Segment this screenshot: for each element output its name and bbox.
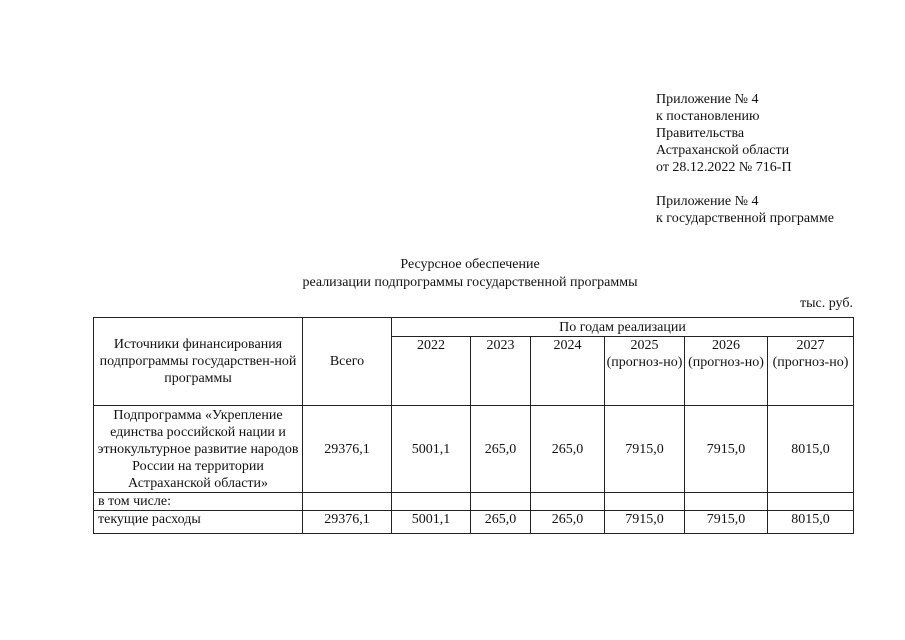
- header-year: 2025 (прогноз-но): [605, 337, 685, 406]
- row-value: [768, 493, 854, 511]
- appendix-decree-line: Приложение № 4: [656, 92, 759, 107]
- row-value: [605, 493, 685, 511]
- table-row: [94, 406, 854, 493]
- appendix-decree-line: от 28.12.2022 № 716-П: [656, 160, 792, 175]
- row-total: 29376,1: [303, 511, 392, 534]
- appendix-decree-block: [656, 91, 792, 176]
- row-value: 5001,1: [392, 511, 471, 534]
- row-source: в том числе:: [94, 493, 303, 511]
- row-value: [531, 493, 605, 511]
- row-value: [685, 493, 768, 511]
- appendix-decree-line: к постановлению: [656, 109, 760, 124]
- header-year: 2027 (прогноз-но): [768, 337, 854, 406]
- row-total: [303, 493, 392, 511]
- appendix-program-line: Приложение № 4: [656, 194, 759, 209]
- header-year: 2026 (прогноз-но): [685, 337, 768, 406]
- row-value: 265,0: [471, 406, 531, 493]
- resource-table: [93, 317, 854, 534]
- row-value: 8015,0: [768, 406, 854, 493]
- header-years-group: По годам реализации: [392, 318, 854, 337]
- row-value: 7915,0: [685, 511, 768, 534]
- row-value: 7915,0: [685, 406, 768, 493]
- row-value: [471, 493, 531, 511]
- row-value: 5001,1: [392, 406, 471, 493]
- currency-unit: тыс. руб.: [800, 296, 853, 311]
- document-title-line-1: Ресурсное обеспечение: [400, 257, 540, 272]
- table-row: [94, 493, 854, 511]
- row-source: Подпрограмма «Укрепление единства российской нации и этнокультурное развитие народов России на территории Астраханской области»: [94, 406, 303, 493]
- header-total: Всего: [303, 318, 392, 406]
- header-year: 2022: [392, 337, 471, 406]
- row-value: 7915,0: [605, 406, 685, 493]
- appendix-program-line: к государственной программе: [656, 211, 834, 226]
- row-value: 7915,0: [605, 511, 685, 534]
- table-header-row: [94, 318, 854, 337]
- header-source: Источники финансирования подпрограммы государствен-ной программы: [94, 318, 303, 406]
- row-total: 29376,1: [303, 406, 392, 493]
- appendix-program-block: [656, 193, 834, 227]
- appendix-decree-line: Астраханской области: [656, 143, 790, 158]
- row-value: 265,0: [471, 511, 531, 534]
- appendix-decree-line: Правительства: [656, 126, 745, 141]
- row-value: 265,0: [531, 511, 605, 534]
- row-source: текущие расходы: [94, 511, 303, 534]
- header-year: 2024: [531, 337, 605, 406]
- document-title-line-2: реализации подпрограммы государственной программы: [302, 275, 638, 290]
- row-value: [392, 493, 471, 511]
- row-value: 8015,0: [768, 511, 854, 534]
- row-value: 265,0: [531, 406, 605, 493]
- header-year: 2023: [471, 337, 531, 406]
- table-row: [94, 511, 854, 534]
